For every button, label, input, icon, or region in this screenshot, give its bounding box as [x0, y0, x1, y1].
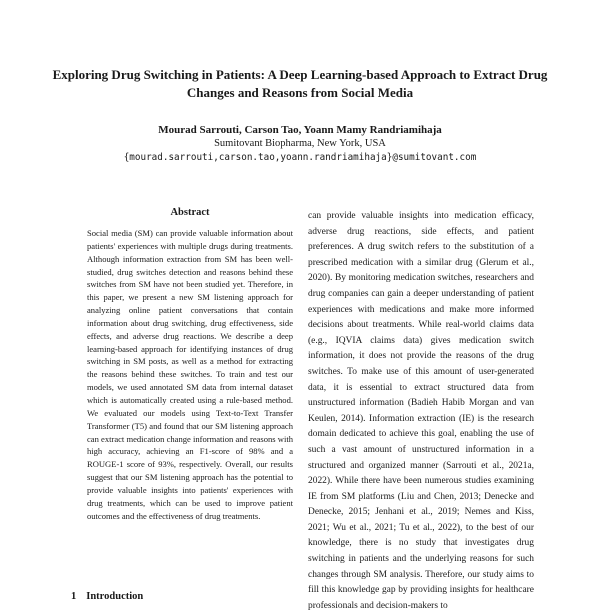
author-list: Mourad Sarrouti, Carson Tao, Yoann Mamy Randriamihaja [158, 124, 442, 136]
section-title: Introduction [86, 591, 144, 602]
section-heading-introduction [71, 590, 271, 604]
author-emails: {mourad.sarrouti,carson.tao,yoann.randriamihaja}@sumitovant.com [123, 152, 477, 163]
section-number: 1 [71, 591, 77, 602]
intro-continued-text: can provide valuable insights into medication efficacy, adverse drug reactions, side effects, and patient preferences. A drug switch refers to the substitution of a prescribed medication with a similar drug (Glerum et al., 2020). By monitoring medication switches, researchers and drug companies can gain a deeper understanding of patient experiences with medications and make more informed decisions about treatments. While real-world claims data (e.g., IQVIA claims data) gives medication switch information, it does not provide the reasons of the drug switches. To make use of this amount of user-generated data, it is essential to extract structured data from unstructured information (Badieh Habib Morgan and van Keulen, 2014). Information extraction (IE) is the research domain dedicated to achieve this goal, enabling the use of such a vast amount of unstructured information in a structured and organized manner (Sarrouti et al., 2021a, 2022). While there have been numerous studies examining IE from SM platforms (Liu and Chen, 2013; Denecke and Denecke, 2015; Jenhani et al., 2019; Nemes and Kiss, 2021; Wu et al., 2021; Tu et al., 2022), to the best of our knowledge, there is no study that investigates drug switching in patients and the underlying reasons for such changes through SM analysis. Therefore, our study aims to fill this knowledge gap by providing insights for healthcare professionals and decision-makers to [308, 211, 534, 611]
abstract-heading: Abstract [170, 207, 210, 218]
paper-title: Exploring Drug Switching in Patients: A Deep Learning-based Approach to Extract Drug Changes and Reasons from Social Media [52, 67, 548, 100]
affiliation: Sumitovant Biopharma, New York, USA [214, 138, 386, 149]
abstract-text: Social media (SM) can provide valuable information about patients' experiences with multiple drugs during treatments. Although information extraction from SM has been well-studied, drug switches detection and reasons behind these switches from SM have not been studied yet. Therefore, in this paper, we present a new SM listening approach for analyzing online patient conversations that contain information about drug switching, drug effectiveness, side effects, and adverse drug reactions. We describe a deep learning-based approach for identifying instances of drug switching in SM posts, as well as a method for extracting the reasons behind these switches. To train and test our models, we used annotated SM data from internal dataset which is automatically created using a rule-based method. We evaluated our models using Text-to-Text Transfer Transformer (T5) and found that our SM listening approach can extract medication change information and reasons with high accuracy, achieving an F1-score of 98% and a ROUGE-1 score of 93%, respectively. Overall, our results suggest that our SM listening approach has the potential to provide valuable insights into patients' experiences with drug treatments, which can be used to improve patient outcomes and the effectiveness of drug treatments. [87, 228, 293, 521]
